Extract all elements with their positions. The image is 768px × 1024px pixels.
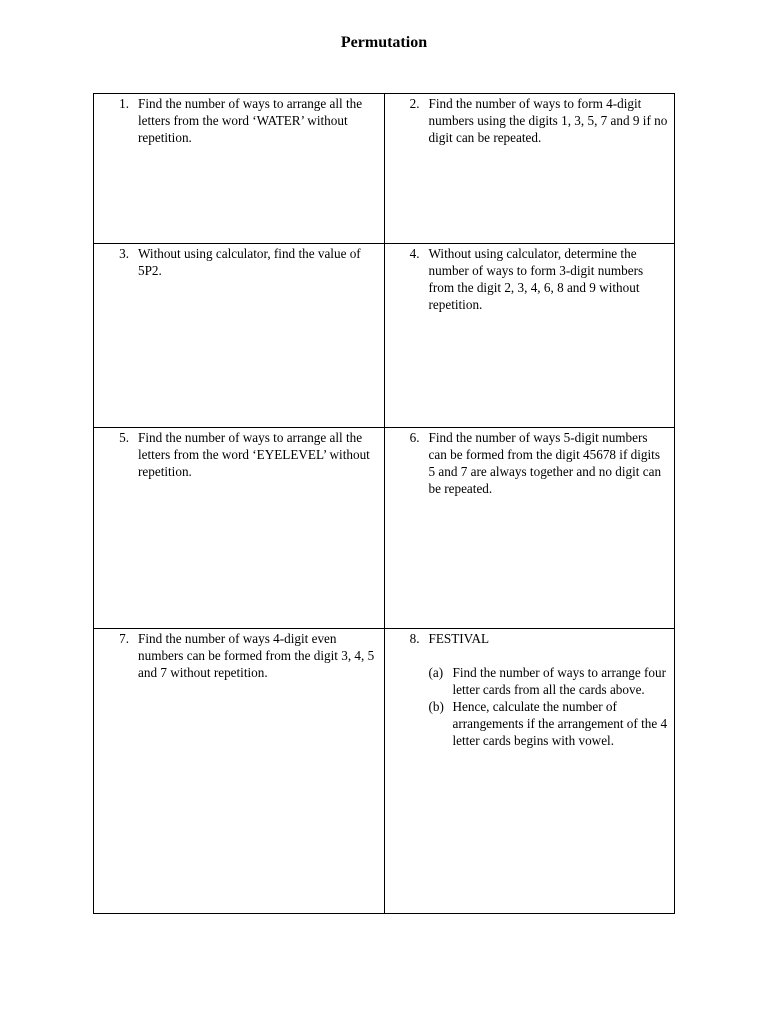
question-7: [94, 629, 384, 681]
question-number: 1.: [119, 96, 129, 111]
question-text: Find the number of ways 4-digit even numbers can be formed from the digit 3, 4, 5 and 7 without repetition.: [138, 631, 375, 680]
sub-question-b: [429, 698, 669, 749]
sub-question-text: Find the number of ways to arrange four letter cards from all the cards above.: [452, 665, 667, 697]
question-row: [94, 244, 675, 428]
question-5: [94, 428, 384, 480]
question-8: [385, 629, 675, 749]
question-4: [385, 244, 675, 313]
sub-question-list: [429, 664, 669, 749]
sub-question-a: [429, 664, 669, 698]
question-row: [94, 428, 675, 629]
question-row: [94, 94, 675, 244]
sub-question-label: (b): [428, 699, 444, 714]
question-2: [385, 94, 675, 146]
question-text: FESTIVAL: [428, 631, 490, 646]
sub-question-text: Hence, calculate the number of arrangements if the arrangement of the 4 letter cards begins with vowel.: [452, 699, 668, 748]
question-text: Find the number of ways to arrange all the letters from the word ‘EYELEVEL’ without repetition.: [138, 430, 370, 479]
question-number: 8.: [409, 631, 420, 646]
question-cell: [384, 244, 675, 428]
question-grid: [93, 93, 675, 914]
question-1: [94, 94, 384, 146]
question-text: Find the number of ways to arrange all the letters from the word ‘WATER’ without repetition.: [138, 96, 363, 145]
question-text: Without using calculator, find the value of 5P2.: [138, 246, 361, 278]
question-cell: [94, 428, 385, 629]
question-text: Find the number of ways 5-digit numbers can be formed from the digit 45678 if digits 5 and 7 are always together and no digit can be repeated.: [428, 430, 662, 496]
question-cell: [384, 629, 675, 914]
sub-question-label: (a): [428, 665, 444, 680]
question-text: Without using calculator, determine the number of ways to form 3-digit numbers from the digit 2, 3, 4, 6, 8 and 9 without repetition.: [428, 246, 644, 312]
question-number: 7.: [119, 631, 129, 646]
question-number: 4.: [409, 246, 420, 261]
question-6: [385, 428, 675, 497]
question-number: 5.: [119, 430, 129, 445]
question-number: 6.: [409, 430, 420, 445]
question-number: 3.: [119, 246, 129, 261]
question-cell: [94, 94, 385, 244]
question-cell: [384, 428, 675, 629]
question-body: [429, 630, 675, 749]
question-row: [94, 629, 675, 914]
question-text: Find the number of ways to form 4-digit numbers using the digits 1, 3, 5, 7 and 9 if no digit can be repeated.: [428, 96, 668, 145]
question-cell: [384, 94, 675, 244]
question-3: [94, 244, 384, 279]
page-title: Permutation: [340, 34, 428, 51]
question-number: 2.: [409, 96, 420, 111]
question-cell: [94, 629, 385, 914]
question-cell: [94, 244, 385, 428]
